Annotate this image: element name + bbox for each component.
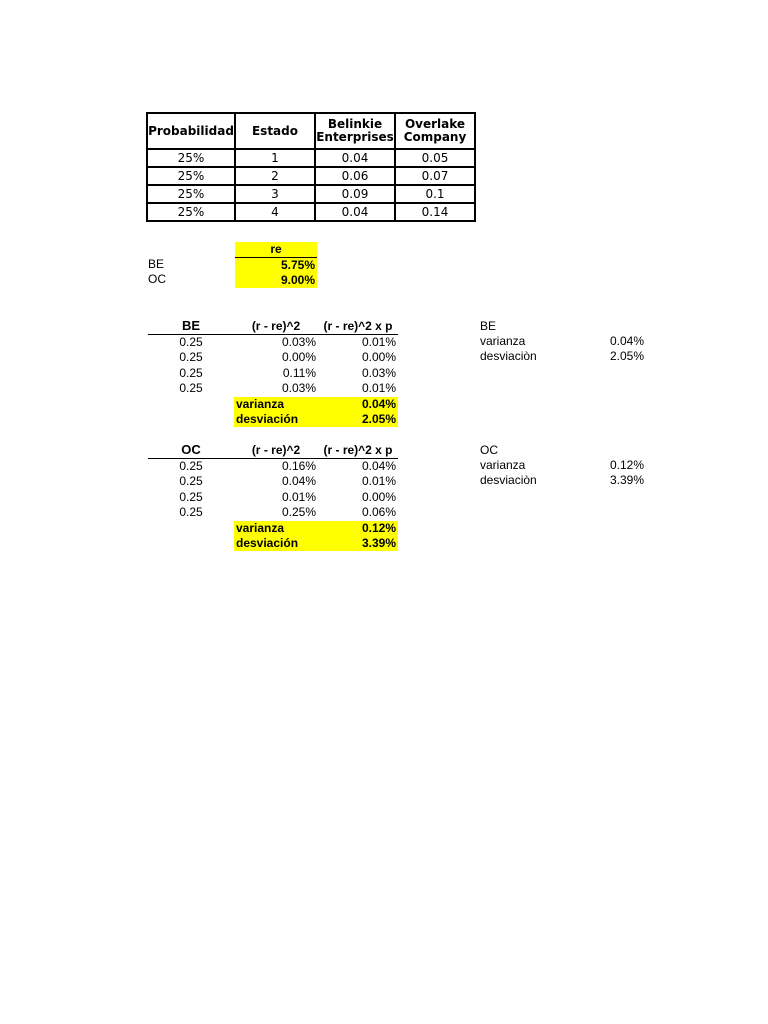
cell: 25% <box>147 185 235 203</box>
sq-diff-header: (r - re)^2 <box>251 443 301 457</box>
table-header-row <box>147 113 475 149</box>
summary-label: desviaciòn <box>480 473 537 488</box>
cell: 0.04% <box>361 459 396 473</box>
be-summary <box>480 318 644 365</box>
returns-table <box>146 112 476 222</box>
cell: 25% <box>147 203 235 221</box>
cell: 0.05 <box>395 149 475 167</box>
re-value-oc: 9.00% <box>235 273 317 288</box>
cell: 1 <box>235 149 315 167</box>
cell: 0.25% <box>281 505 316 520</box>
variance-value: 0.04% <box>318 397 398 412</box>
cell: 0.00% <box>281 350 316 365</box>
cell: 0.01% <box>361 381 396 396</box>
table-row <box>148 381 398 396</box>
table-row <box>148 459 398 474</box>
sq-diff-header: (r - re)^2 <box>251 319 301 333</box>
header-probabilidad: Probabilidad <box>147 113 235 149</box>
deviation-label: desviación <box>234 536 318 551</box>
oc-calc-table <box>148 442 398 551</box>
re-label-oc: OC <box>148 272 166 286</box>
cell: 3 <box>235 185 315 203</box>
summary-value: 0.04% <box>609 334 644 348</box>
cell: 4 <box>235 203 315 221</box>
cell: 25% <box>147 149 235 167</box>
cell: 0.01% <box>361 335 396 349</box>
deviation-value: 3.39% <box>318 536 398 551</box>
summary-label: varianza <box>480 458 526 472</box>
oc-variance-row <box>148 521 398 536</box>
table-row <box>148 335 398 350</box>
cell: 0.07 <box>395 167 475 185</box>
re-label-be: BE <box>148 257 165 271</box>
expected-return-block <box>235 242 317 288</box>
variance-label: varianza <box>234 521 318 536</box>
cell: 0.01% <box>361 474 396 489</box>
summary-value: 2.05% <box>609 349 644 364</box>
header-estado: Estado <box>235 113 315 149</box>
oc-summary <box>480 442 644 489</box>
summary-label: varianza <box>480 334 526 348</box>
list-item <box>480 473 644 488</box>
table-row <box>148 366 398 381</box>
cell: 0.1 <box>395 185 475 203</box>
cell: 0.09 <box>315 185 395 203</box>
cell: 0.25 <box>179 365 203 380</box>
cell: 0.01% <box>281 489 316 504</box>
table-row <box>147 167 475 185</box>
deviation-value: 2.05% <box>318 412 398 427</box>
table-row <box>147 185 475 203</box>
cell: 0.25 <box>179 459 203 473</box>
re-header: re <box>235 242 317 258</box>
cell: 25% <box>147 167 235 185</box>
cell: 0.03% <box>281 335 316 349</box>
table-row <box>147 203 475 221</box>
cell: 0.06 <box>315 167 395 185</box>
cell: 0.11% <box>282 365 316 380</box>
cell: 0.04 <box>315 149 395 167</box>
table-row <box>148 505 398 520</box>
summary-label: desviaciòn <box>480 349 537 364</box>
list-item <box>480 349 644 364</box>
cell: 0.04% <box>281 474 316 489</box>
cell: 0.03% <box>361 365 396 380</box>
be-variance-row <box>148 397 398 412</box>
cell: 2 <box>235 167 315 185</box>
variance-label: varianza <box>234 397 318 412</box>
cell: 0.25 <box>179 335 203 349</box>
cell: 0.25 <box>179 381 203 396</box>
deviation-label: desviación <box>234 412 318 427</box>
cell: 0.06% <box>361 505 396 520</box>
cell: 0.25 <box>179 505 203 520</box>
list-item <box>480 334 644 349</box>
be-col-header: BE <box>181 318 201 333</box>
list-item <box>480 458 644 473</box>
summary-value: 0.12% <box>609 458 644 472</box>
header-overlake: Overlake Company <box>395 113 475 149</box>
weighted-header: (r - re)^2 x p <box>323 443 393 457</box>
oc-summary-title: OC <box>480 443 498 457</box>
be-deviation-row <box>148 412 398 427</box>
cell: 0.00% <box>361 489 396 504</box>
table-row <box>148 474 398 489</box>
cell: 0.25 <box>179 474 203 489</box>
cell: 0.03% <box>281 381 316 396</box>
be-calc-header <box>148 318 398 335</box>
variance-value: 0.12% <box>318 521 398 536</box>
oc-deviation-row <box>148 536 398 551</box>
cell: 0.25 <box>179 350 203 365</box>
cell: 0.14 <box>395 203 475 221</box>
summary-value: 3.39% <box>609 473 644 488</box>
cell: 0.00% <box>361 350 396 365</box>
cell: 0.16% <box>281 459 316 473</box>
oc-calc-header <box>148 442 398 459</box>
weighted-header: (r - re)^2 x p <box>323 319 393 333</box>
table-row <box>148 350 398 365</box>
header-belinkie: Belinkie Enterprises <box>315 113 395 149</box>
cell: 0.25 <box>179 489 203 504</box>
be-summary-title: BE <box>480 319 497 333</box>
oc-col-header: OC <box>181 442 201 457</box>
be-calc-table <box>148 318 398 427</box>
table-row <box>147 149 475 167</box>
table-row <box>148 490 398 505</box>
re-value-be: 5.75% <box>235 258 317 273</box>
cell: 0.04 <box>315 203 395 221</box>
